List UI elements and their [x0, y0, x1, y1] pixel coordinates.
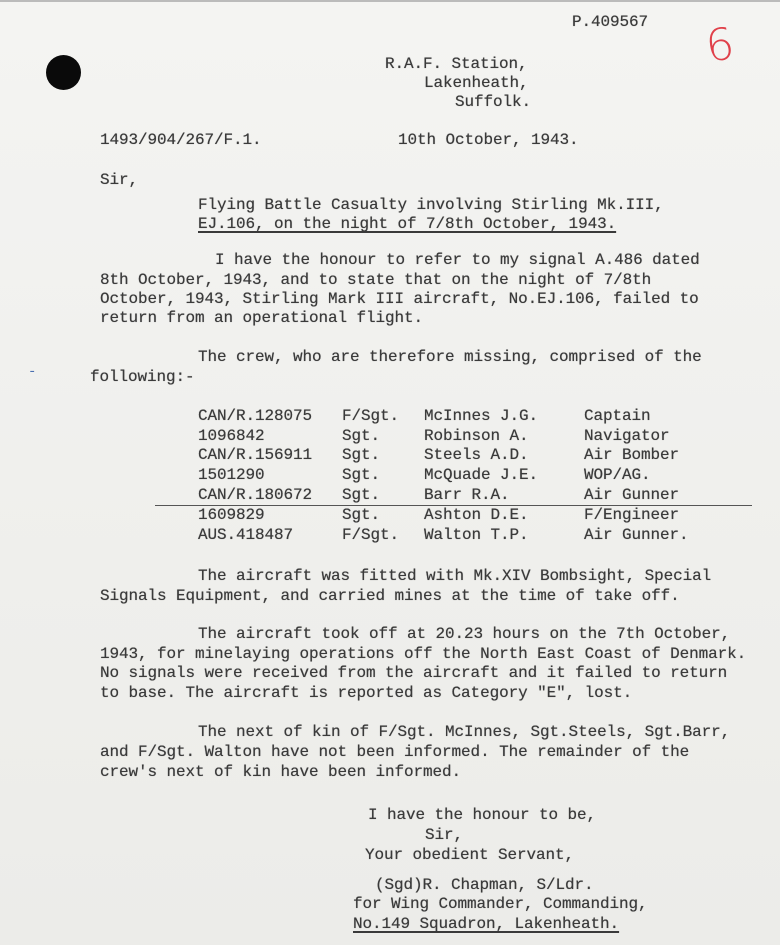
handwritten-number: 6 — [702, 18, 738, 73]
crew-role: Captain — [584, 407, 651, 425]
squadron-line: No.149 Squadron, Lakenheath. — [353, 915, 620, 933]
paragraph-line: to base. The aircraft is reported as Category "E", lost. — [100, 684, 633, 702]
crew-rank: F/Sgt. — [342, 407, 400, 425]
subject-line: Flying Battle Casualty involving Stirling Mk.III, — [198, 196, 664, 214]
crew-rank: Sgt. — [342, 427, 381, 445]
paragraph-line: The next of kin of F/Sgt. McInnes, Sgt.Steels, Sgt.Barr, — [198, 723, 731, 741]
crew-role: Air Gunner — [584, 486, 680, 504]
crew-rank: Sgt. — [342, 486, 381, 504]
address-line: Lakenheath, — [424, 74, 529, 92]
crew-role: WOP/AG. — [584, 466, 651, 484]
crew-number: 1609829 — [198, 506, 265, 524]
crew-name: Steels A.D. — [424, 446, 529, 464]
closing-line: for Wing Commander, Commanding, — [353, 895, 648, 913]
crew-role: Navigator — [584, 427, 670, 445]
margin-mark: - — [28, 364, 37, 380]
crew-number: CAN/R.128075 — [198, 407, 313, 425]
crew-number: CAN/R.180672 — [198, 486, 313, 504]
salutation: Sir, — [100, 171, 139, 189]
crew-name: Walton T.P. — [424, 526, 529, 544]
paragraph-line: 8th October, 1943, and to state that on the night of 7/8th — [100, 271, 652, 289]
file-reference: P.409567 — [572, 13, 649, 31]
crew-number: AUS.418487 — [198, 526, 294, 544]
crew-rank: F/Sgt. — [342, 526, 400, 544]
crew-rank: Sgt. — [342, 506, 381, 524]
crew-number: CAN/R.156911 — [198, 446, 313, 464]
crew-name: McInnes J.G. — [424, 407, 539, 425]
address-line: R.A.F. Station, — [385, 55, 528, 73]
crew-role: Air Bomber — [584, 446, 680, 464]
paragraph-line: following:- — [90, 368, 195, 386]
crew-number: 1096842 — [198, 427, 265, 445]
paragraph-line: The crew, who are therefore missing, comprised of the — [198, 348, 702, 366]
page-edge — [0, 0, 780, 2]
closing-line: Your obedient Servant, — [365, 846, 575, 864]
paragraph-line: October, 1943, Stirling Mark III aircraft, No.EJ.106, failed to — [100, 290, 699, 308]
crew-name: Barr R.A. — [424, 486, 510, 504]
paragraph-line: No signals were received from the aircraft and it failed to return — [100, 664, 728, 682]
crew-name: McQuade J.E. — [424, 466, 539, 484]
paragraph-line: crew's next of kin have been informed. — [100, 763, 462, 781]
crew-rank: Sgt. — [342, 446, 381, 464]
paragraph-line: Signals Equipment, and carried mines at the time of take off. — [100, 587, 680, 605]
signature-line: (Sgd)R. Chapman, S/Ldr. — [375, 876, 594, 894]
crew-number: 1501290 — [198, 466, 265, 484]
punch-hole — [46, 55, 81, 90]
address-line: Suffolk. — [455, 93, 532, 111]
paragraph-line: I have the honour to refer to my signal A.486 dated — [215, 251, 700, 269]
paragraph-line: return from an operational flight. — [100, 309, 424, 327]
letter-date: 10th October, 1943. — [398, 131, 579, 149]
letter-reference: 1493/904/267/F.1. — [100, 131, 262, 149]
crew-name: Robinson A. — [424, 427, 529, 445]
crew-role: Air Gunner. — [584, 526, 689, 544]
crew-role: F/Engineer — [584, 506, 680, 524]
paragraph-line: 1943, for minelaying operations off the North East Coast of Denmark. — [100, 645, 747, 663]
paragraph-line: and F/Sgt. Walton have not been informed. The remainder of the — [100, 743, 690, 761]
crew-name: Ashton D.E. — [424, 506, 529, 524]
crew-rank: Sgt. — [342, 466, 381, 484]
paragraph-line: The aircraft took off at 20.23 hours on the 7th October, — [198, 625, 731, 643]
closing-line: Sir, — [425, 826, 464, 844]
subject-line: EJ.106, on the night of 7/8th October, 1943. — [198, 215, 617, 233]
closing-line: I have the honour to be, — [368, 806, 597, 824]
paragraph-line: The aircraft was fitted with Mk.XIV Bombsight, Special — [198, 567, 712, 585]
